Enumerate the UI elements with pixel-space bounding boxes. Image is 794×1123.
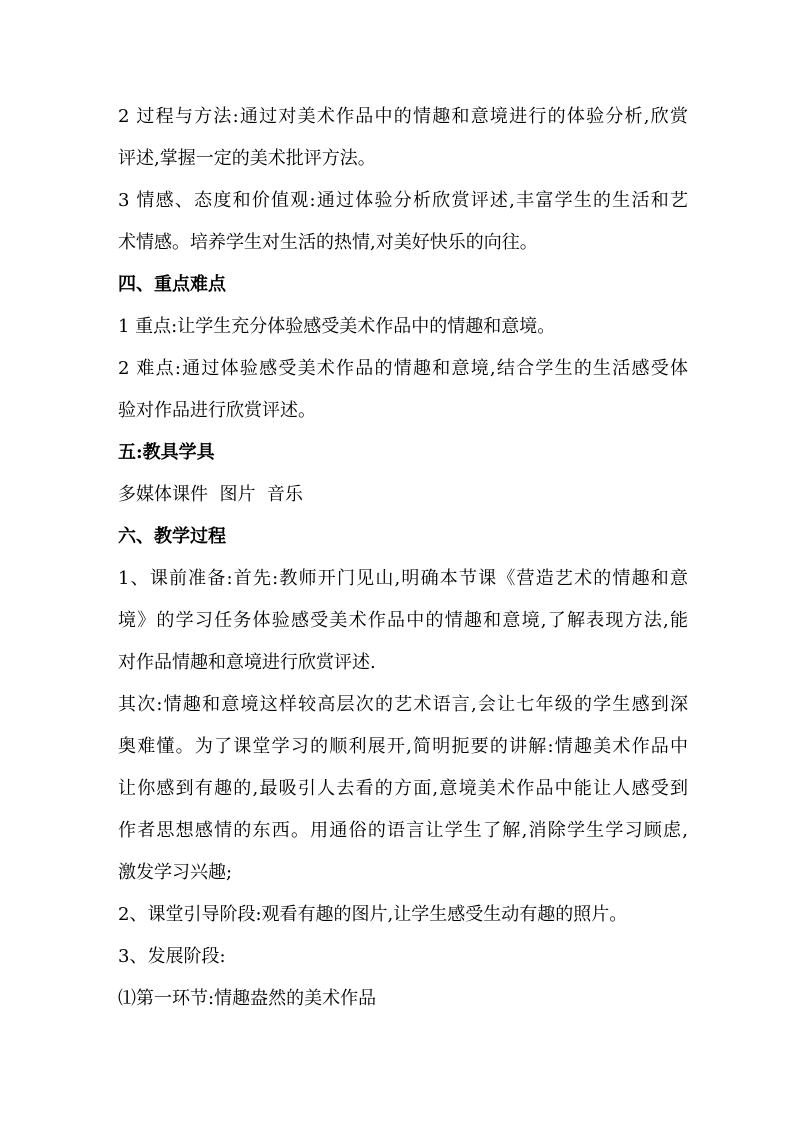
section-heading: 五:教具学具 [118,442,215,463]
section-heading: 六、教学过程 [118,526,226,547]
text-line: 1 重点:让学生充分体验感受美术作品中的情趣和意境。 [118,316,556,337]
text-line: 术情感。培养学生对生活的热情,对美好快乐的向往。 [118,232,538,253]
text-line: 2、课堂引导阶段:观看有趣的图片,让学生感受生动有趣的照片。 [118,904,628,925]
text-line: 作者思想感情的东西。用通俗的语言让学生了解,消除学生学习顾虑, [118,820,688,841]
text-line: 境》的学习任务体验感受美术作品中的情趣和意境,了解表现方法,能 [118,610,688,631]
text-line: 其次:情趣和意境这样较高层次的艺术语言,会让七年级的学生感到深 [118,694,688,715]
section-heading: 四、重点难点 [118,274,226,295]
text-line: 验对作品进行欣赏评述。 [118,400,316,421]
text-line: 多媒体课件 图片 音乐 [118,484,303,505]
text-line: 3、发展阶段: [118,946,226,967]
text-line: 奥难懂。为了课堂学习的顺利展开,简明扼要的讲解:情趣美术作品中 [118,736,688,757]
text-line: ⑴第一环节:情趣盎然的美术作品 [118,988,377,1009]
text-line: 2 过程与方法:通过对美术作品中的情趣和意境进行的体验分析,欣赏 [118,106,688,127]
text-line: 1、课前准备:首先:教师开门见山,明确本节课《营造艺术的情趣和意 [118,568,688,589]
text-line: 评述,掌握一定的美术批评方法。 [118,148,376,169]
text-line: 对作品情趣和意境进行欣赏评述. [118,652,376,673]
text-line: 让你感到有趣的,最吸引人去看的方面,意境美术作品中能让人感受到 [118,778,688,799]
text-line: 2 难点:通过体验感受美术作品的情趣和意境,结合学生的生活感受体 [118,358,688,379]
text-line: 激发学习兴趣; [118,862,233,883]
text-line: 3 情感、态度和价值观:通过体验分析欣赏评述,丰富学生的生活和艺 [118,190,688,211]
